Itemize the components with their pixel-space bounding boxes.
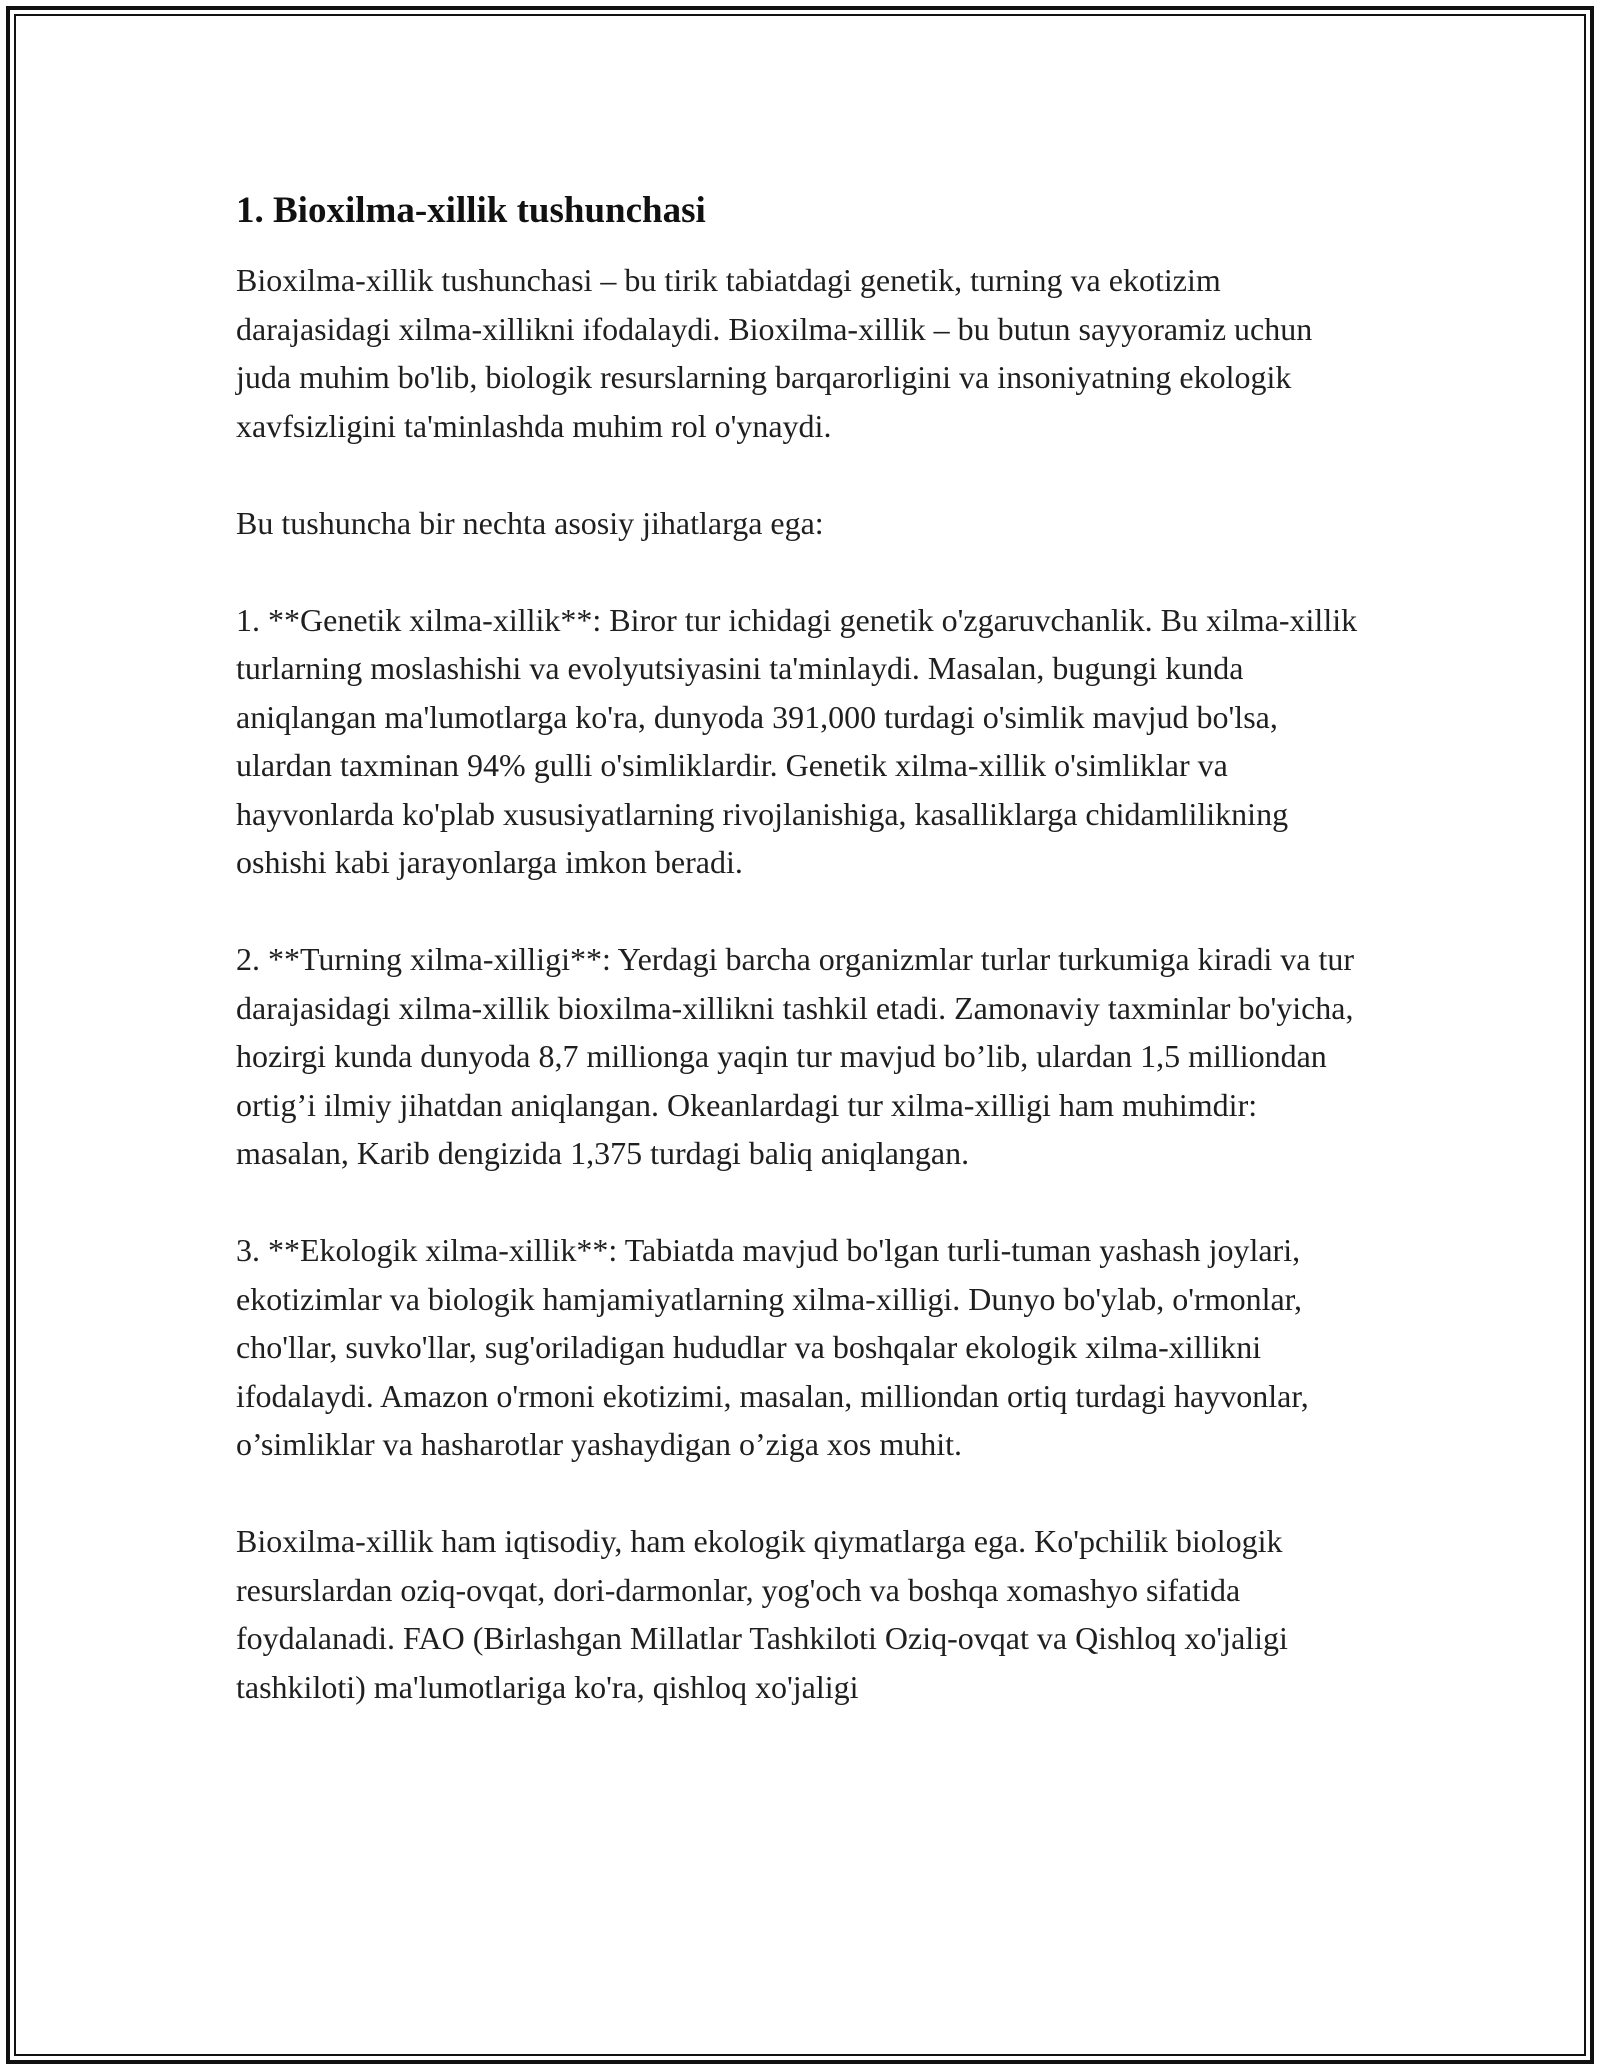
section-heading: 1. Bioxilma-xillik tushunchasi (236, 190, 706, 231)
paragraph-genetic-diversity: 1. **Genetik xilma-xillik**: Biror tur ichidagi genetik o'zgaruvchanlik. Bu xilma-xillik turlarning moslashishi va evolyutsiyasini ta'minlaydi. Masalan, bugungi kunda aniqlangan ma'lumotlarga ko'ra, dunyoda 391,000 turdagi o'simlik mavjud bo'lsa, ulardan taxminan 94% gulli o'simliklardir. Genetik xilma-xillik o'simliklar va hayvonlarda ko'plab xususiyatlarning rivojlanishiga, kasalliklarga chidamlilikning oshishi kabi jarayonlarga imkon beradi. (236, 601, 1358, 880)
paragraph-aspects-lead: Bu tushuncha bir nechta asosiy jihatlarga ega: (236, 504, 824, 541)
paragraph-economic-value: Bioxilma-xillik ham iqtisodiy, ham ekologik qiymatlarga ega. Ko'pchilik biologik resurslardan oziq-ovqat, dori-darmonlar, yog'och va boshqa xomashyo sifatida foydalanadi. FAO (Birlashgan Millatlar Tashkiloti Oziq-ovqat va Qishloq xo'jaligi tashkiloti) ma'lumotlariga ko'ra, qishloq xo'jaligi (236, 1523, 1288, 1705)
paragraph-ecological-diversity: 3. **Ekologik xilma-xillik**: Tabiatda mavjud bo'lgan turli-tuman yashash joylari, ekotizimlar va biologik hamjamiyatlarning xilma-xilligi. Dunyo bo'ylab, o'rmonlar, cho'llar, suvko'llar, sug'oriladigan hududlar va boshqalar ekologik xilma-xillikni ifodalaydi. Amazon o'rmoni ekotizimi, masalan, milliondan ortiq turdagi hayvonlar, o’simliklar va hasharotlar yashaydigan o’ziga xos muhit. (236, 1232, 1309, 1462)
paragraph-species-diversity: 2. **Turning xilma-xilligi**: Yerdagi barcha organizmlar turlar turkumiga kiradi va tur darajasidagi xilma-xillik bioxilma-xillikni tashkil etadi. Zamonaviy taxminlar bo'yicha, hozirgi kunda dunyoda 8,7 millionga yaqin tur mavjud bo’lib, ulardan 1,5 milliondan ortig’i ilmiy jihatdan aniqlangan. Okeanlardagi tur xilma-xilligi ham muhimdir: masalan, Karib dengizida 1,375 turdagi baliq aniqlangan. (236, 941, 1355, 1171)
document-body (236, 186, 1372, 1711)
paragraph-intro: Bioxilma-xillik tushunchasi – bu tirik tabiatdagi genetik, turning va ekotizim darajasidagi xilma-xillikni ifodalaydi. Bioxilma-xillik – bu butun sayyoramiz uchun juda muhim bo'lib, biologik resurslarning barqarorligini va insoniyatning ekologik xavfsizligini ta'minlashda muhim rol o'ynaydi. (236, 262, 1313, 444)
